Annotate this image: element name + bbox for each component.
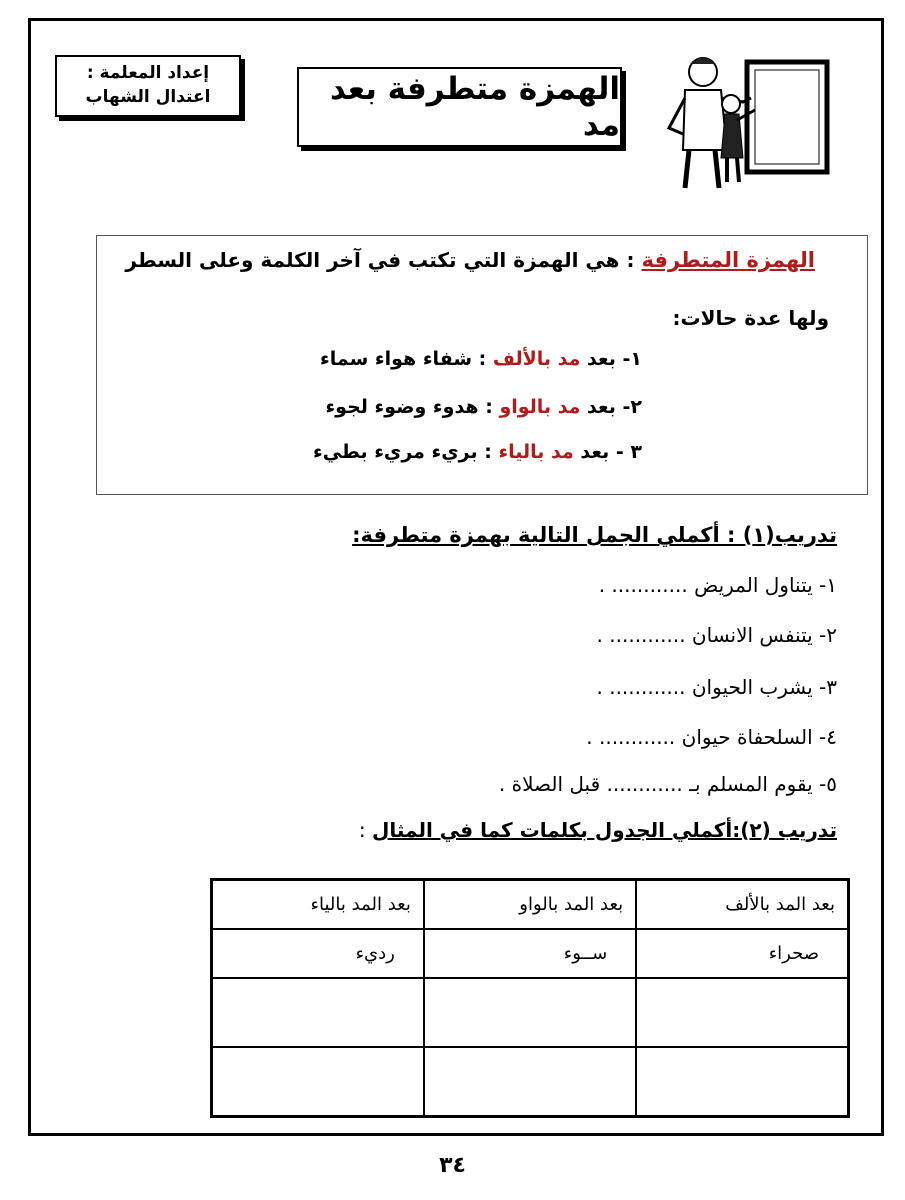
words-table [210, 878, 850, 1118]
case-1-examples: شفاء هواء سماء [320, 348, 473, 370]
table-row [212, 1047, 849, 1117]
case-2-mad: مد بالواو [499, 396, 581, 418]
page-number: ٣٤ [439, 1153, 466, 1178]
table-cell: صحراء [636, 929, 848, 978]
exercise1-item-4: ٤- السلحفاة حيوان ............ . [586, 725, 837, 749]
table-cell: رديء [212, 929, 424, 978]
table-blank-cell[interactable] [636, 1047, 848, 1117]
definition-box [96, 235, 868, 495]
table-header-cell: بعد المد بالواو [424, 880, 636, 929]
table-header-cell: بعد المد بالألف [636, 880, 848, 929]
table-example-row [212, 929, 849, 978]
table-cell: ســوء [424, 929, 636, 978]
exercise2-title: تدريب (٢):أكملي الجدول بكلمات كما في المثال : [358, 818, 837, 842]
exercise1-item-1: ١- يتناول المريض ............ . [598, 573, 837, 597]
page-title: الهمزة متطرفة بعد مد [329, 71, 620, 143]
teacher-credit-line1: إعداد المعلمة : [86, 63, 210, 83]
table-blank-cell[interactable] [424, 978, 636, 1047]
case-1-mad: مد بالألف [492, 348, 581, 370]
table-row [212, 978, 849, 1047]
case-2-examples: هدوء وضوء لجوء [325, 396, 479, 418]
teacher-pointing-illustration [655, 50, 840, 190]
table-blank-cell[interactable] [636, 978, 848, 1047]
table-blank-cell[interactable] [424, 1047, 636, 1117]
case-3-mad: مد بالياء [498, 441, 574, 463]
table-header-cell: بعد المد بالياء [212, 880, 424, 929]
case-2: ٢- بعد مد بالواو : هدوء وضوء لجوء [325, 396, 642, 418]
case-3-examples: بريء مريء بطيء [313, 441, 478, 463]
definition-text: : هي الهمزة التي تكتب في آخر الكلمة وعلى السطر [125, 248, 642, 272]
page-title-box [297, 67, 622, 147]
exercise1-item-3: ٣- يشرب الحيوان ............ . [596, 675, 837, 699]
table-header-row [212, 880, 849, 929]
case-1: ١- بعد مد بالألف : شفاء هواء سماء [320, 348, 642, 370]
table-blank-cell[interactable] [212, 1047, 424, 1117]
teacher-credit-line2: اعتدال الشهاب [85, 87, 211, 107]
exercise1-item-5: ٥- يقوم المسلم بـ ............ قبل الصلاة . [498, 772, 837, 796]
definition-term: الهمزة المتطرفة [641, 248, 815, 272]
case-3: ٣ - بعد مد بالياء : بريء مريء بطيء [313, 441, 642, 463]
cases-intro: ولها عدة حالات: [672, 306, 829, 330]
exercise1-title: تدريب(١) : أكملي الجمل التالية بهمزة متطرفة: [352, 523, 837, 547]
teacher-credit-box [55, 55, 241, 117]
table-blank-cell[interactable] [212, 978, 424, 1047]
definition-sentence [115, 248, 815, 272]
exercise1-item-2: ٢- يتنفس الانسان ............ . [596, 623, 837, 647]
